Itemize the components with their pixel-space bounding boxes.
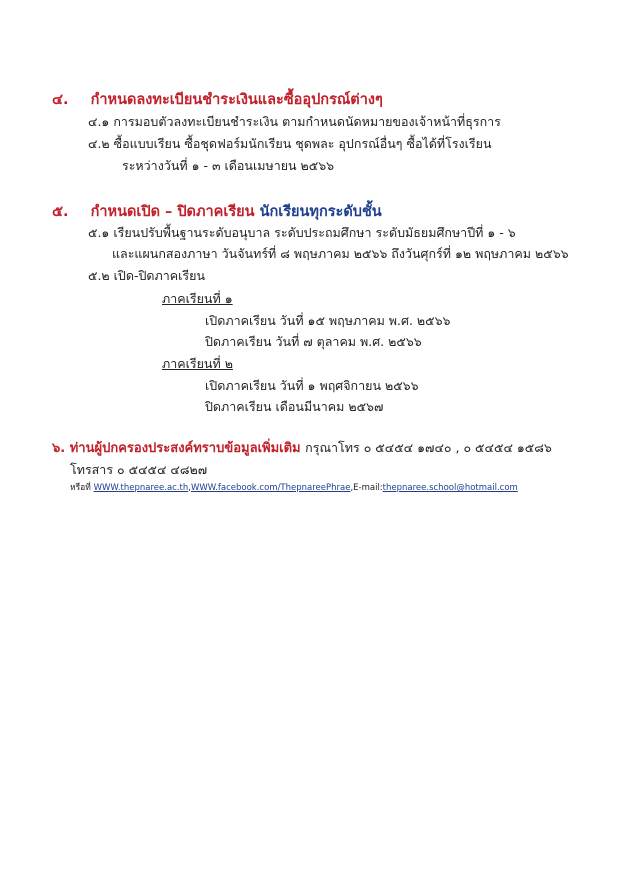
email-prefix: ,E-mail: <box>350 483 383 493</box>
section-4-item-2-cont: ระหว่างวันที่ ๑ - ๓ เดือนเมษายน ๒๕๖๖ <box>122 158 335 173</box>
or-prefix: หรือที่ <box>70 483 94 493</box>
term-2-close: ปิดภาคเรียน เดือนมีนาคม ๒๕๖๗ <box>205 399 384 414</box>
section-6-phone: กรุณาโทร ๐ ๕๔๕๔ ๑๗๔๐ , ๐ ๕๔๕๔ ๑๕๘๖ <box>305 440 552 455</box>
term-2-label: ภาคเรียนที่ ๒ <box>162 356 233 371</box>
link-separator: , <box>188 483 191 493</box>
section-6-heading <box>52 437 552 458</box>
facebook-link[interactable]: WWW.facebook.com/ThepnareePhrae <box>190 483 351 493</box>
term-2-open: เปิดภาคเรียน วันที่ ๑ พฤศจิกายน ๒๕๖๖ <box>205 378 419 393</box>
term-1-close: ปิดภาคเรียน วันที่ ๗ ตุลาคม พ.ศ. ๒๕๖๖ <box>205 334 422 349</box>
section-4-item-2: ๔.๒ ซื้อแบบเรียน ซื้อชุดฟอร์มนักเรียน ชุดพละ อุปกรณ์อื่นๆ ซื้อได้ที่โรงเรียน <box>88 136 492 151</box>
section-5-title-red: กำหนดเปิด – ปิดภาคเรียน <box>90 204 255 220</box>
school-website-link[interactable]: WWW.thepnaree.ac.th <box>93 483 189 493</box>
section-5-title-blue: นักเรียนทุกระดับชั้น <box>259 204 382 220</box>
section-6-lead: ๖. ท่านผู้ปกครองประสงค์ทราบข้อมูลเพิ่มเติม <box>52 441 301 456</box>
section-6-fax: โทรสาร ๐ ๕๔๕๔ ๔๘๒๗ <box>70 462 208 477</box>
email-link[interactable]: thepnaree.school@hotmail.com <box>382 483 518 493</box>
section-5-heading <box>52 200 382 223</box>
section-5-item-1-line-1: ๕.๑ เรียนปรับพื้นฐานระดับอนุบาล ระดับประถมศึกษา ระดับมัธยมศึกษาปีที่ ๑ - ๖ <box>88 225 516 240</box>
section-5-item-1-line-2: และแผนกสองภาษา วันจันทร์ที่ ๘ พฤษภาคม ๒๕๖๖ ถึงวันศุกร์ที่ ๑๒ พฤษภาคม ๒๕๖๖ <box>112 246 569 261</box>
section-4-title: กำหนดลงทะเบียนชำระเงินและซื้ออุปกรณ์ต่างๆ <box>90 92 383 108</box>
section-4-number: ๔. <box>52 92 69 108</box>
section-4-item-1: ๔.๑ การมอบตัวลงทะเบียนชำระเงิน ตามกำหนดนัดหมายของเจ้าหน้าที่ธุรการ <box>88 114 501 129</box>
section-5-item-2: ๕.๒ เปิด-ปิดภาคเรียน <box>88 268 206 283</box>
section-6-links <box>70 480 518 494</box>
section-5-number: ๕. <box>52 204 69 220</box>
term-1-open: เปิดภาคเรียน วันที่ ๑๕ พฤษภาคม พ.ศ. ๒๕๖๖ <box>205 313 451 328</box>
section-4-heading <box>52 88 383 111</box>
term-1-label: ภาคเรียนที่ ๑ <box>162 291 233 306</box>
